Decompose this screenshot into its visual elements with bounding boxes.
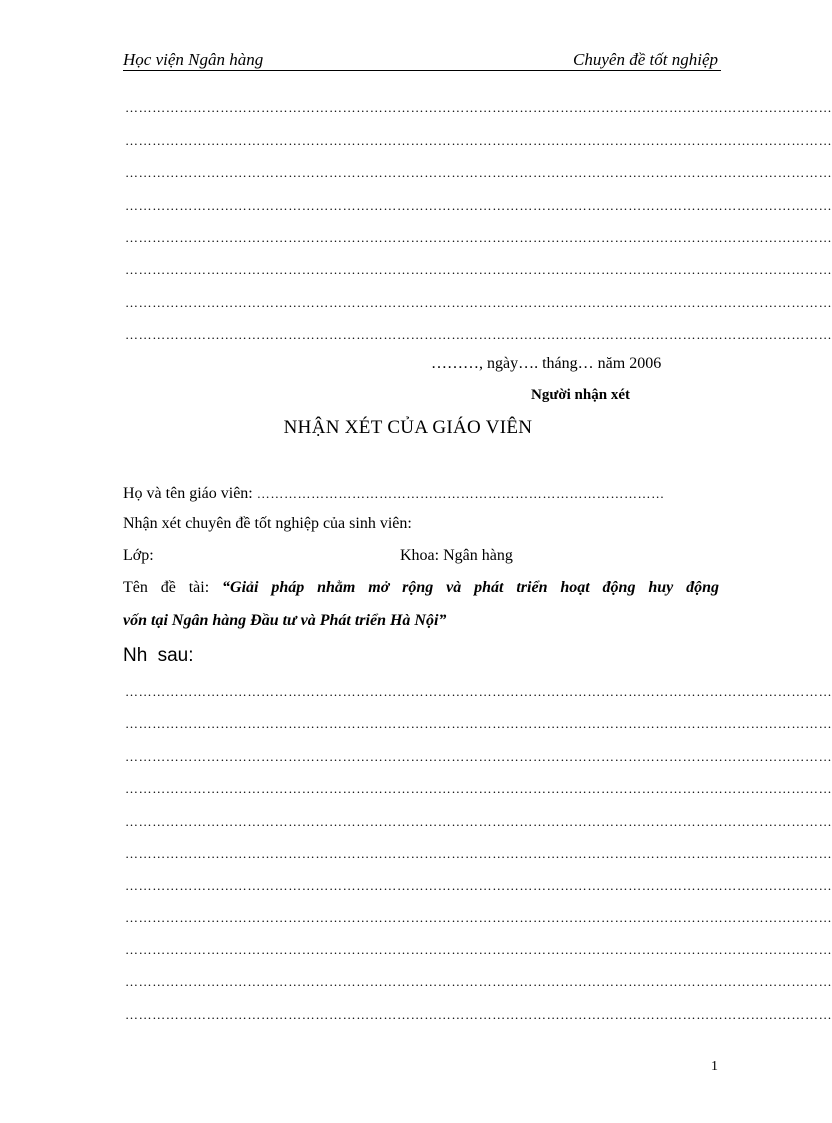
page-number: 1 <box>711 1059 718 1074</box>
class-label: Lớp: <box>123 547 154 564</box>
teacher-name-label: Họ và tên giáo viên: <box>123 485 253 502</box>
dotted-line: ………………………………………………………………………………………………………………………………………… <box>125 910 832 925</box>
dotted-line: ………………………………………………………………………………………………………………………………………… <box>125 230 832 245</box>
page-title: NHẬN XÉT CỦA GIÁO VIÊN <box>283 417 533 438</box>
topic-line-1 <box>123 579 719 597</box>
dotted-line: ………………………………………………………………………………………………………………………………………… <box>125 1007 832 1022</box>
dotted-line: ………………………………………………………………………………………………………………………………………… <box>125 684 832 699</box>
dotted-line: ………………………………………………………………………………………………………………………………………… <box>125 262 832 277</box>
page-header <box>123 50 721 71</box>
topic-title-part1: “Giải pháp nhằm mở rộng và phát triển hoạt động huy động <box>222 579 720 596</box>
topic-label: Tên đề tài: <box>123 579 210 596</box>
dotted-line: ………………………………………………………………………………………………………………………………………… <box>125 295 832 310</box>
dotted-line: ………………………………………………………………………………………………………………………………………… <box>125 878 832 893</box>
dotted-line: ………………………………………………………………………………………………………………………………………… <box>125 133 832 148</box>
dotted-line: ………………………………………………………………………………………………………………………………………… <box>125 814 832 829</box>
header-institution: Học viện Ngân hàng <box>123 50 264 69</box>
reviewer-signature-label: Người nhận xét <box>531 387 630 403</box>
faculty-label: Khoa: Ngân hàng <box>400 547 513 564</box>
dotted-line: ………………………………………………………………………………………………………………………………………… <box>125 165 832 180</box>
dotted-line: ………………………………………………………………………………………………………………………………………… <box>125 100 832 115</box>
topic-title-part2: vốn tại Ngân hàng Đầu tư và Phát triển Hà Nội” <box>123 612 447 629</box>
dotted-line: ………………………………………………………………………………………………………………………………………… <box>125 974 832 989</box>
as-follows-label: Nh sau: <box>123 645 194 666</box>
dotted-line: ………………………………………………………………………………………………………………………………………… <box>125 327 832 342</box>
dotted-line: ………………………………………………………………………………………………………………………………………… <box>125 942 832 957</box>
dotted-line: ………………………………………………………………………………………………………………………………………… <box>125 198 832 213</box>
dotted-line: ………………………………………………………………………………………………………………………………………… <box>125 846 832 861</box>
header-document-type: Chuyên đề tốt nghiệp <box>573 50 718 69</box>
dotted-line: ………………………………………………………………………………………………………………………………………… <box>125 716 832 731</box>
teacher-name-line <box>123 485 709 503</box>
review-label: Nhận xét chuyên đề tốt nghiệp của sinh viên: <box>123 515 412 532</box>
date-line: ………, ngày…. tháng… năm 2006 <box>431 355 662 372</box>
dotted-line: ………………………………………………………………………………………………………………………………………… <box>125 749 832 764</box>
teacher-name-dots: ……………………………………………………………………………… <box>256 486 665 501</box>
dotted-line: ………………………………………………………………………………………………………………………………………… <box>125 781 832 796</box>
